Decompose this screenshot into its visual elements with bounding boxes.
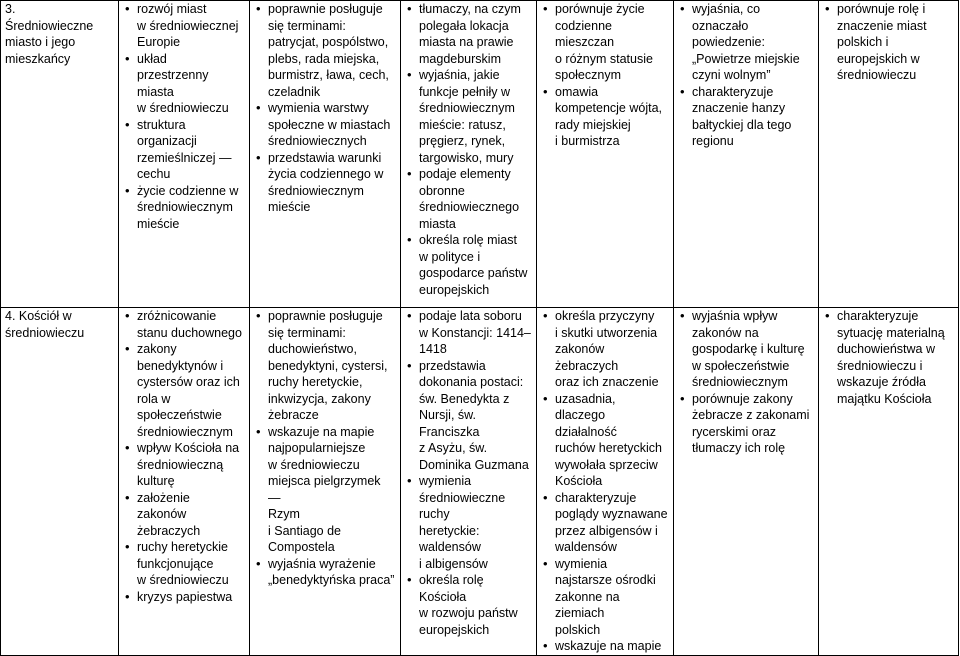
list-item: • zróżnicowanie stanu duchownego: [123, 308, 245, 341]
list-item: • wyjaśnia, co oznaczało powiedzenie: „Powietrze miejskie czyni wolnym”: [678, 1, 814, 84]
requirements-extended-cell: [537, 1, 674, 308]
bullet-list: [823, 1, 954, 84]
requirements-beyond-cell: [819, 308, 959, 656]
list-item: • porównuje zakony żebracze z zakonami rycerskimi oraz tłumaczy ich rolę: [678, 391, 814, 457]
list-item: • zakony benedyktynów i cystersów oraz ich rola w społeczeństwie średniowiecznym: [123, 341, 245, 440]
table-row: [1, 1, 959, 308]
list-item: • określa przyczyny i skutki utworzenia zakonów żebraczych oraz ich znaczenie: [541, 308, 669, 391]
bullet-list: [405, 1, 532, 298]
list-item: • ruchy heretyckie funkcjonujące w średniowieczu: [123, 539, 245, 589]
bullet-list: [541, 308, 669, 655]
bullet-list: [123, 1, 245, 232]
topic-cell: [1, 308, 119, 656]
requirements-full-cell: [674, 1, 819, 308]
list-item: • przedstawia warunki życia codziennego w średniowiecznym mieście: [254, 150, 396, 216]
list-item: • charakteryzuje poglądy wyznawane przez albigensów i waldensów: [541, 490, 669, 556]
list-item: • wyjaśnia wpływ zakonów na gospodarkę i kulturę w społeczeństwie średniowiecznym: [678, 308, 814, 391]
list-item: • omawia kompetencje wójta, rady miejskiej i burmistrza: [541, 84, 669, 150]
list-item: • poprawnie posługuje się terminami: duchowieństwo, benedyktyni, cystersi, ruchy heretyckie, inkwizycja, zakony żebracze: [254, 308, 396, 424]
table-row: [1, 308, 959, 656]
list-item: • poprawnie posługuje się terminami: patrycjat, pospólstwo, plebs, rada miejska, burmistrz, ława, cech, czeladnik: [254, 1, 396, 100]
list-item: • wyjaśnia wyrażenie „benedyktyńska praca”: [254, 556, 396, 589]
list-item: • charakteryzuje znaczenie hanzy bałtyckiej dla tego regionu: [678, 84, 814, 150]
bullet-list: [678, 1, 814, 150]
requirements-standard-cell: [401, 308, 537, 656]
list-item: • tłumaczy, na czym polegała lokacja miasta na prawie magdeburskim: [405, 1, 532, 67]
list-item: • życie codzienne w średniowiecznym mieście: [123, 183, 245, 233]
requirements-basic-cell: [250, 1, 401, 308]
requirements-beyond-cell: [819, 1, 959, 308]
list-item: • porównuje rolę i znaczenie miast polskich i europejskich w średniowieczu: [823, 1, 954, 84]
list-item: • określa rolę miast w polityce i gospodarce państw europejskich: [405, 232, 532, 298]
list-item: • rozwój miast w średniowiecznej Europie: [123, 1, 245, 51]
topic-cell: [1, 1, 119, 308]
requirements-basic-cell: [250, 308, 401, 656]
list-item: • wskazuje na mapie: [541, 638, 669, 655]
list-item: • wpływ Kościoła na średniowieczną kulturę: [123, 440, 245, 490]
list-item: • wyjaśnia, jakie funkcje pełniły w średniowiecznym mieście: ratusz, pręgierz, rynek, targowisko, mury: [405, 67, 532, 166]
bullet-list: [254, 1, 396, 216]
topic-title: 4. Kościół w średniowieczu: [5, 309, 85, 340]
bullet-list: [405, 308, 532, 638]
list-item: • wymienia warstwy społeczne w miastach średniowiecznych: [254, 100, 396, 150]
list-item: • porównuje życie codzienne mieszczan o różnym statusie społecznym: [541, 1, 669, 84]
content-cell: [119, 1, 250, 308]
bullet-list: [541, 1, 669, 150]
list-item: • kryzys papiestwa: [123, 589, 245, 606]
topic-title: 3. Średniowieczne miasto i jego mieszkańcy: [5, 2, 94, 66]
bullet-list: [678, 308, 814, 457]
content-cell: [119, 308, 250, 656]
list-item: • wskazuje na mapie najpopularniejsze w średniowieczu miejsca pielgrzymek — Rzym i Santiago de Compostela: [254, 424, 396, 556]
bullet-list: [823, 308, 954, 407]
list-item: • wymienia średniowieczne ruchy heretyckie: waldensów i albigensów: [405, 473, 532, 572]
requirements-standard-cell: [401, 1, 537, 308]
list-item: • podaje elementy obronne średniowiecznego miasta: [405, 166, 532, 232]
list-item: • uzasadnia, dlaczego działalność ruchów heretyckich wywołała sprzeciw Kościoła: [541, 391, 669, 490]
list-item: • układ przestrzenny miasta w średniowieczu: [123, 51, 245, 117]
list-item: • przedstawia dokonania postaci: św. Benedykta z Nursji, św. Franciszka z Asyżu, św. Dominika Guzmana: [405, 358, 532, 474]
bullet-list: [254, 308, 396, 589]
requirements-full-cell: [674, 308, 819, 656]
list-item: • wymienia najstarsze ośrodki zakonne na ziemiach polskich: [541, 556, 669, 639]
requirements-extended-cell: [537, 308, 674, 656]
list-item: • założenie zakonów żebraczych: [123, 490, 245, 540]
list-item: • określa rolę Kościoła w rozwoju państw europejskich: [405, 572, 532, 638]
list-item: • charakteryzuje sytuację materialną duchowieństwa w średniowieczu i wskazuje źródła majątku Kościoła: [823, 308, 954, 407]
list-item: • podaje lata soboru w Konstancji: 1414– 1418: [405, 308, 532, 358]
bullet-list: [123, 308, 245, 605]
list-item: • struktura organizacji rzemieślniczej — cechu: [123, 117, 245, 183]
